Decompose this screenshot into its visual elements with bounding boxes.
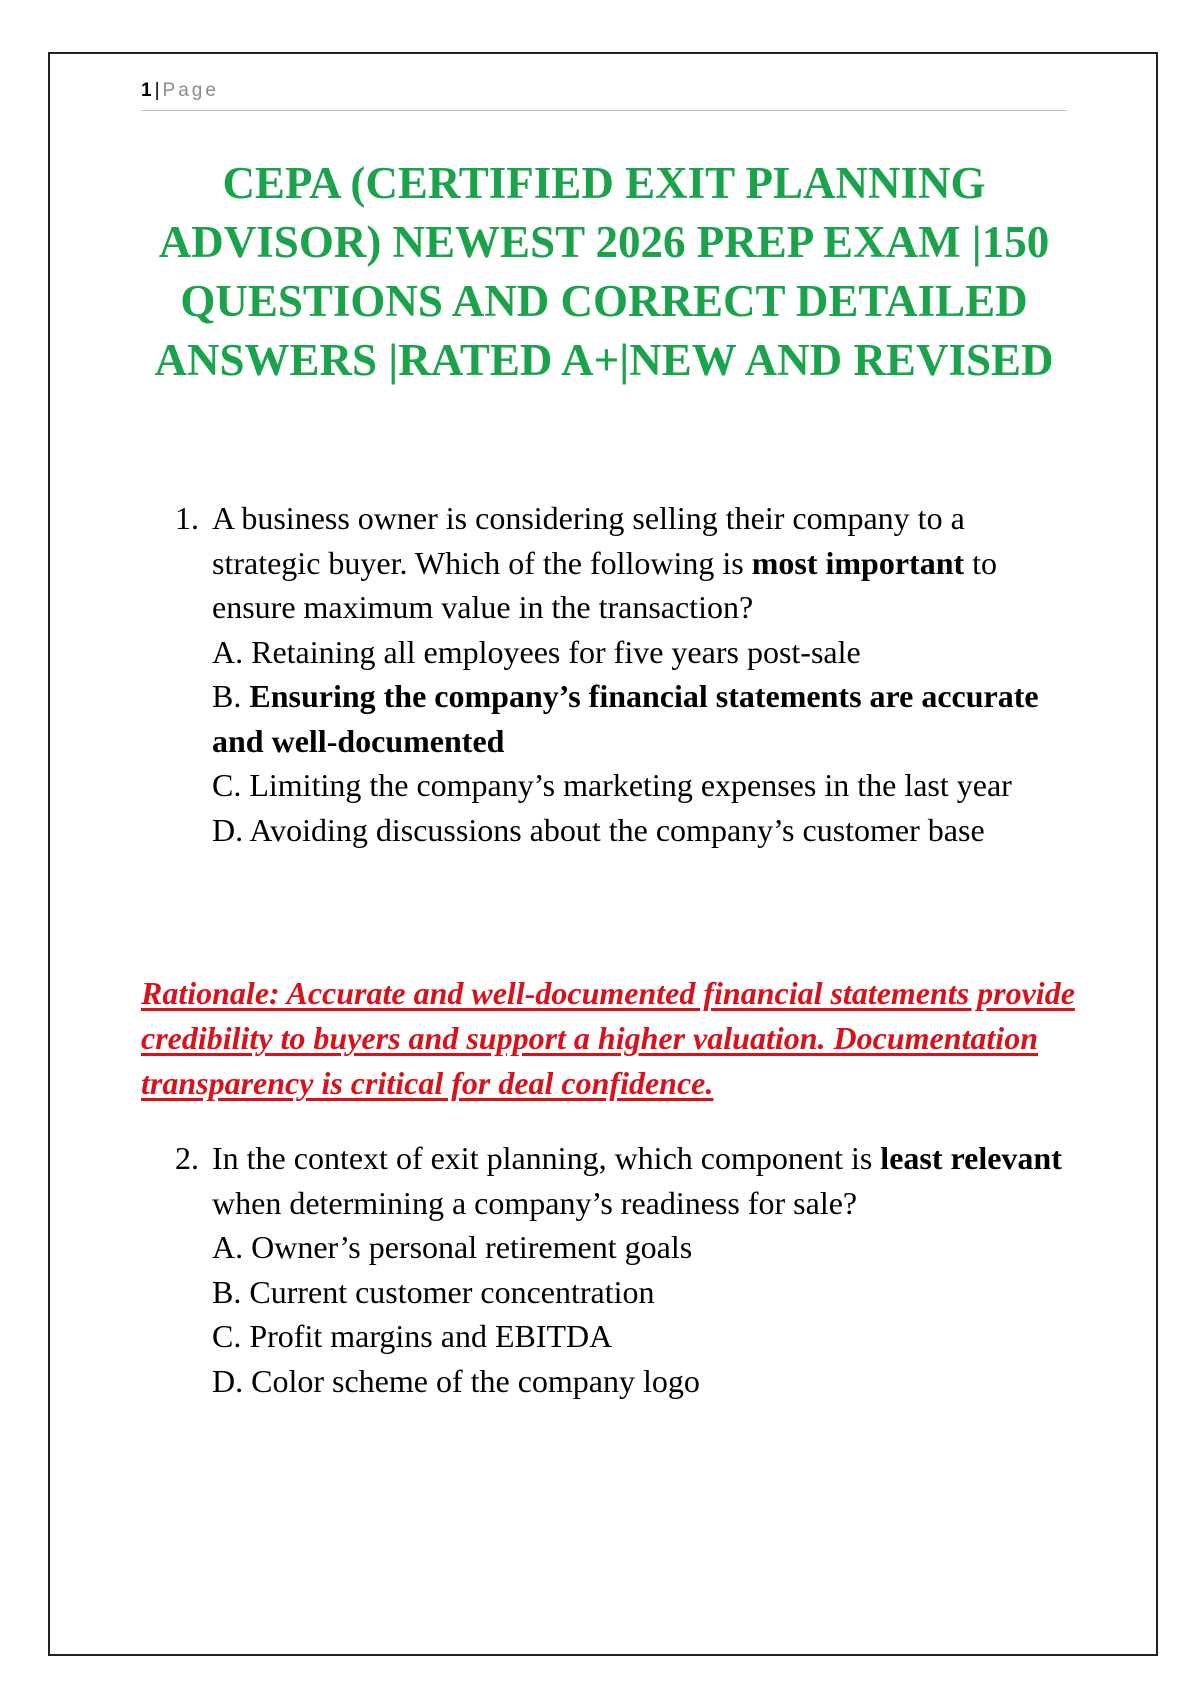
answer-options [175, 630, 1075, 853]
option-letter: A. [212, 633, 244, 670]
option-text: Owner’s personal retirement goals [251, 1229, 693, 1265]
option-a [212, 630, 1075, 675]
answer-options [175, 1225, 1075, 1403]
question-number: 1. [175, 500, 199, 536]
option-c [212, 763, 1075, 808]
stem-emphasis: least relevant [880, 1140, 1062, 1176]
question-number: 2. [175, 1140, 199, 1176]
option-d [212, 808, 1075, 853]
page-number: 1 [141, 80, 152, 101]
rationale-1: Rationale: Accurate and well-documented financial statements provide credibility to buyers and support a higher valuation. Documentation transparency is critical for deal confidence. [141, 975, 1075, 1101]
option-b-correct [212, 674, 1075, 763]
option-letter: B. [212, 1273, 242, 1310]
option-b [212, 1270, 1075, 1315]
question-stem [212, 1136, 1075, 1225]
page-label: Page [162, 80, 219, 101]
option-letter: C. [212, 1318, 242, 1354]
option-text: Limiting the company’s marketing expenses in the last year [249, 767, 1012, 803]
option-letter: A. [212, 1229, 244, 1265]
page-separator: | [154, 80, 160, 101]
option-letter: D. [212, 811, 244, 848]
option-text: Retaining all employees for five years post-sale [251, 633, 861, 670]
option-text: Color scheme of the company logo [251, 1362, 700, 1399]
option-d [212, 1359, 1075, 1404]
option-c [212, 1314, 1075, 1359]
option-text: Profit margins and EBITDA [249, 1318, 613, 1354]
option-letter: B. [212, 678, 242, 714]
option-text: Ensuring the company’s financial statements are accurate and well-documented [212, 678, 1039, 759]
stem-emphasis: most important [751, 544, 965, 581]
question-2 [175, 1136, 1075, 1403]
document-title: CEPA (CERTIFIED EXIT PLANNING ADVISOR) NEWEST 2026 PREP EXAM |150 QUESTIONS AND CORRECT DETAILED ANSWERS |RATED A+|NEW AND REVISED [154, 158, 1054, 385]
question-stem [212, 496, 1075, 630]
option-text: Avoiding discussions about the company’s customer base [249, 811, 985, 848]
stem-text: In the context of exit planning, which component is [212, 1140, 881, 1176]
option-a [212, 1225, 1075, 1270]
stem-text: to ensure maximum value in the transaction? [212, 544, 998, 625]
page-header [141, 80, 1067, 111]
option-letter: D. [212, 1362, 244, 1399]
stem-text: A business owner is considering selling their company to a strategic buyer. Which of the following is [212, 500, 965, 581]
option-letter: C. [212, 767, 242, 803]
question-1 [175, 496, 1075, 852]
option-text: Current customer concentration [249, 1273, 655, 1310]
stem-text: when determining a company’s readiness for sale? [212, 1184, 858, 1221]
